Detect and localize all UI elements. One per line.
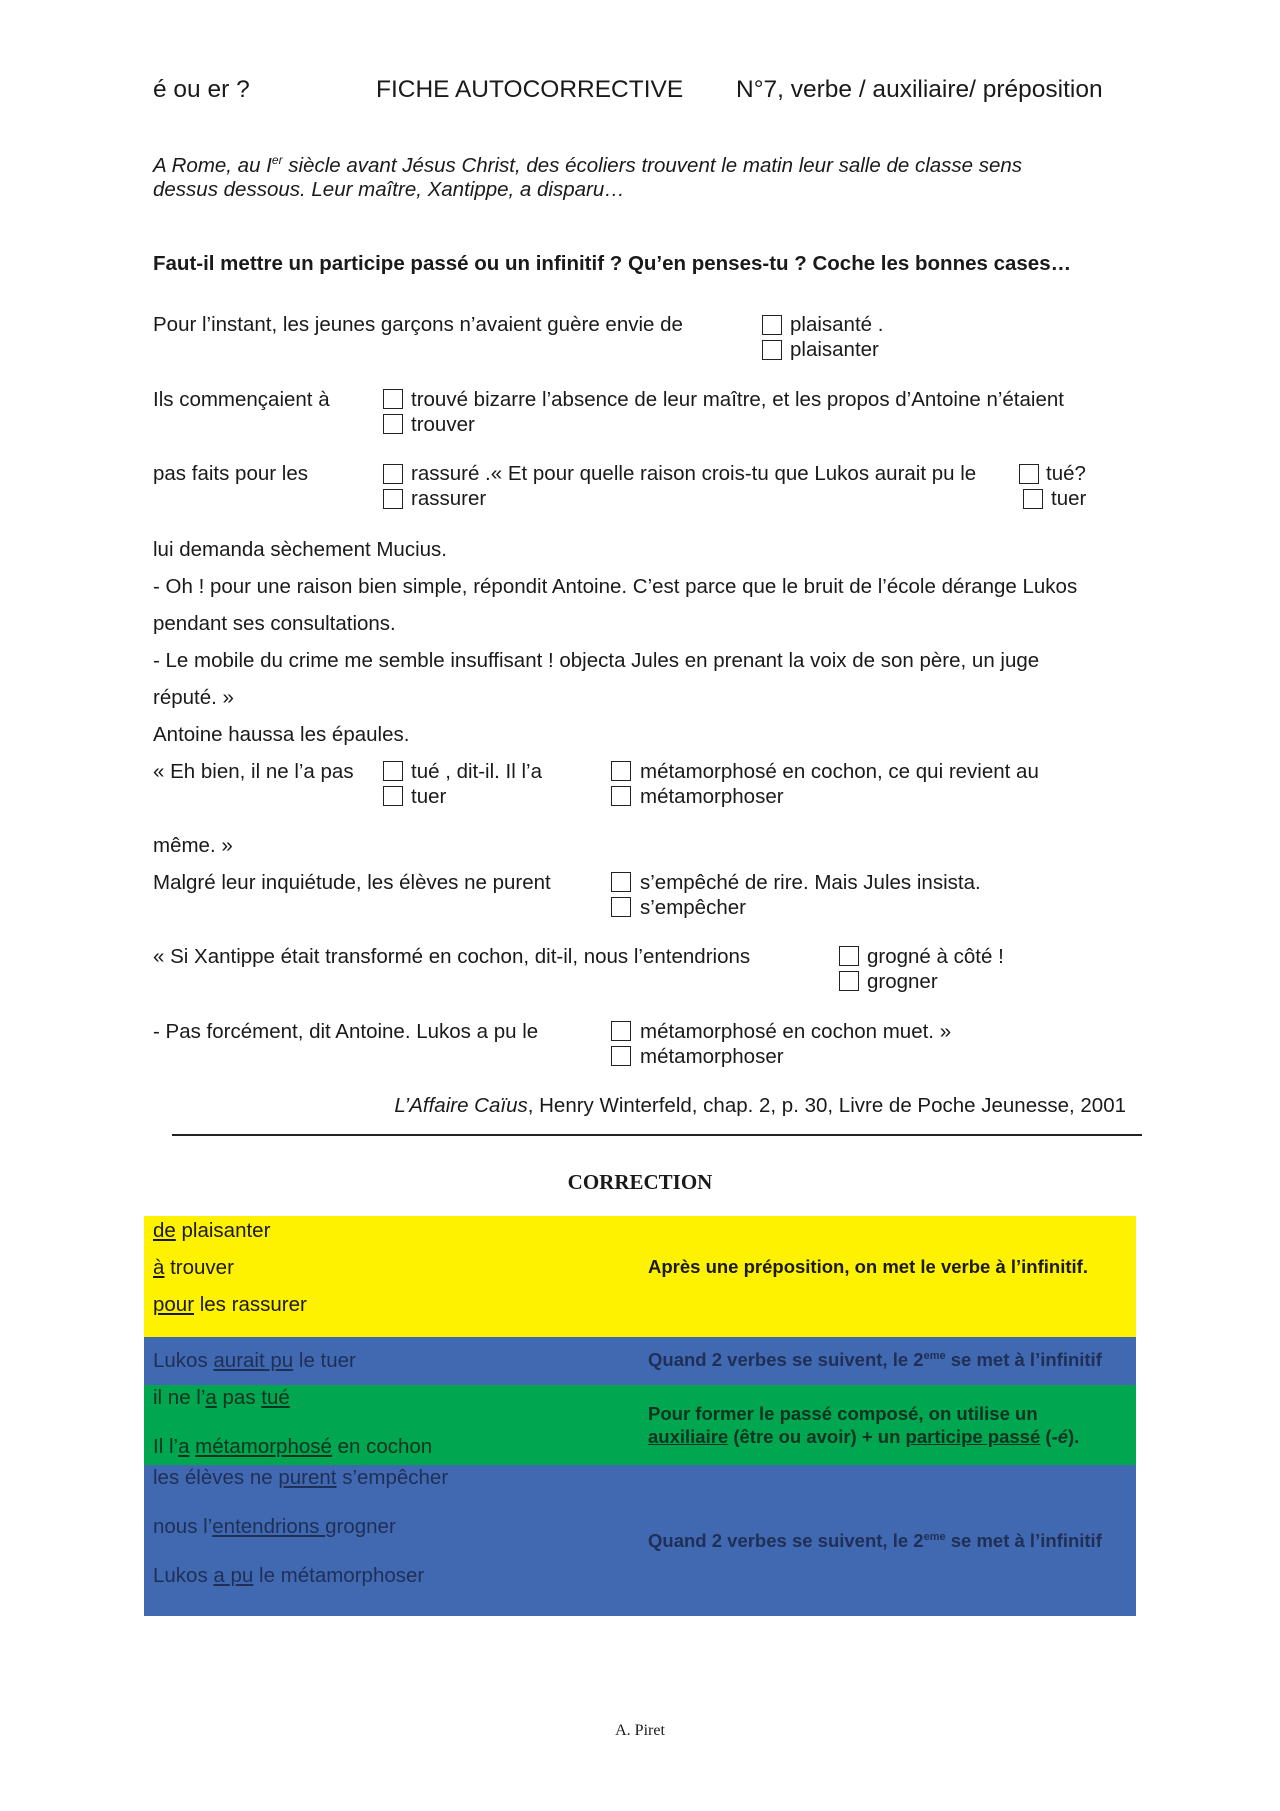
checkbox-tue-2[interactable] (383, 761, 403, 781)
option-plaisanter: plaisanter (790, 338, 879, 361)
checkbox-s-empeche[interactable] (611, 872, 631, 892)
paragraph-3: pendant ses consultations. (153, 612, 396, 635)
option-metamorphoser-2: métamorphoser (640, 1045, 784, 1068)
header-number: N°7, verbe / auxiliaire/ préposition (736, 76, 1103, 103)
question-8-text: « Si Xantippe était transformé en cochon, dit-il, nous l’entendrions (153, 945, 751, 968)
checkbox-metamorphose-1[interactable] (611, 761, 631, 781)
option-metamorphose-1: métamorphosé en cochon, ce qui revient au (640, 760, 1039, 783)
footer-author: A. Piret (615, 1722, 665, 1739)
checkbox-rassure[interactable] (383, 464, 403, 484)
checkbox-s-empecher[interactable] (611, 897, 631, 917)
rule-two-verbs-2: Quand 2 verbes se suivent, le 2eme se met à l’infinitif (648, 1530, 1102, 1551)
question-2-text: Ils commençaient à (153, 388, 330, 411)
paragraph-2: - Oh ! pour une raison bien simple, répondit Antoine. C’est parce que le bruit de l’école dérange Lukos (153, 575, 1078, 598)
checkbox-grogne[interactable] (839, 946, 859, 966)
option-tuer-2: tuer (411, 785, 447, 808)
paragraph-7: même. » (153, 834, 233, 857)
checkbox-rassurer[interactable] (383, 489, 403, 509)
option-metamorphoser-1: métamorphoser (640, 785, 784, 808)
rule-two-verbs-1: Quand 2 verbes se suivent, le 2eme se met à l’infinitif (648, 1349, 1102, 1370)
checkbox-tuer-2[interactable] (383, 786, 403, 806)
checkbox-grogner[interactable] (839, 971, 859, 991)
checkbox-tue-1[interactable] (1019, 464, 1039, 484)
option-s-empecher: s’empêcher (640, 896, 746, 919)
correction-line: pour les rassurer (153, 1293, 307, 1316)
option-plaisante: plaisanté . (790, 313, 884, 336)
option-rassure: rassuré .« Et pour quelle raison crois-tu que Lukos aurait pu le (411, 462, 977, 485)
checkbox-metamorphoser-2[interactable] (611, 1046, 631, 1066)
correction-line: nous l’entendrions grogner (153, 1515, 396, 1538)
intro-line-1: A Rome, au Ier siècle avant Jésus Christ, des écoliers trouvent le matin leur salle de classe sens (153, 153, 1023, 177)
option-tue-1: tué? (1046, 462, 1086, 485)
question-5-text: « Eh bien, il ne l’a pas (153, 760, 354, 783)
divider (172, 1134, 1142, 1136)
option-trouver: trouver (411, 413, 475, 436)
rule-preposition: Après une préposition, on met le verbe à l’infinitif. (648, 1256, 1088, 1277)
correction-line: Lukos a pu le métamorphoser (153, 1564, 425, 1587)
option-rassurer: rassurer (411, 487, 487, 510)
option-s-empeche: s’empêché de rire. Mais Jules insista. (640, 871, 981, 894)
correction-line: de plaisanter (153, 1219, 271, 1242)
correction-line: il ne l’a pas tué (153, 1386, 290, 1409)
checkbox-trouve[interactable] (383, 389, 403, 409)
correction-line: à trouver (153, 1256, 234, 1279)
checkbox-metamorphoser-1[interactable] (611, 786, 631, 806)
correction-line: les élèves ne purent s’empêcher (153, 1466, 449, 1489)
question-7-text: Malgré leur inquiétude, les élèves ne purent (153, 871, 551, 894)
correction-line: Lukos aurait pu le tuer (153, 1349, 356, 1372)
correction-line: Il l’a métamorphosé en cochon (153, 1435, 433, 1458)
paragraph-1: lui demanda sèchement Mucius. (153, 538, 447, 561)
option-trouve: trouvé bizarre l’absence de leur maître, et les propos d’Antoine n’étaient (411, 388, 1064, 411)
instruction: Faut-il mettre un participe passé ou un infinitif ? Qu’en penses-tu ? Coche les bonnes cases… (153, 252, 1072, 275)
header-title: FICHE AUTOCORRECTIVE (376, 76, 684, 103)
checkbox-plaisanter[interactable] (762, 340, 782, 360)
question-1-text: Pour l’instant, les jeunes garçons n’avaient guère envie de (153, 313, 683, 336)
header-topic: é ou er ? (153, 76, 250, 103)
checkbox-trouver[interactable] (383, 414, 403, 434)
option-grogner: grogner (867, 970, 938, 993)
intro-line-2: dessus dessous. Leur maître, Xantippe, a disparu… (153, 178, 625, 201)
option-tuer-1: tuer (1051, 487, 1087, 510)
paragraph-6: Antoine haussa les épaules. (153, 723, 410, 746)
option-grogne: grogné à côté ! (867, 945, 1004, 968)
rule-passe-compose-line-1: Pour former le passé composé, on utilise un (648, 1403, 1038, 1424)
paragraph-5: réputé. » (153, 686, 234, 709)
question-9-text: - Pas forcément, dit Antoine. Lukos a pu le (153, 1020, 539, 1043)
checkbox-plaisante[interactable] (762, 315, 782, 335)
rule-passe-compose-line-2: auxiliaire (être ou avoir) + un participe passé (-é). (648, 1426, 1080, 1447)
option-metamorphose-2: métamorphosé en cochon muet. » (640, 1020, 952, 1043)
citation: L’Affaire Caïus, Henry Winterfeld, chap. 2, p. 30, Livre de Poche Jeunesse, 2001 (394, 1094, 1126, 1117)
question-3-text: pas faits pour les (153, 462, 308, 485)
correction-title: CORRECTION (567, 1170, 713, 1194)
option-tue-2: tué , dit-il. Il l’a (411, 760, 543, 783)
checkbox-metamorphose-2[interactable] (611, 1021, 631, 1041)
checkbox-tuer-1[interactable] (1023, 489, 1043, 509)
paragraph-4: - Le mobile du crime me semble insuffisant ! objecta Jules en prenant la voix de son père, un juge (153, 649, 1040, 672)
